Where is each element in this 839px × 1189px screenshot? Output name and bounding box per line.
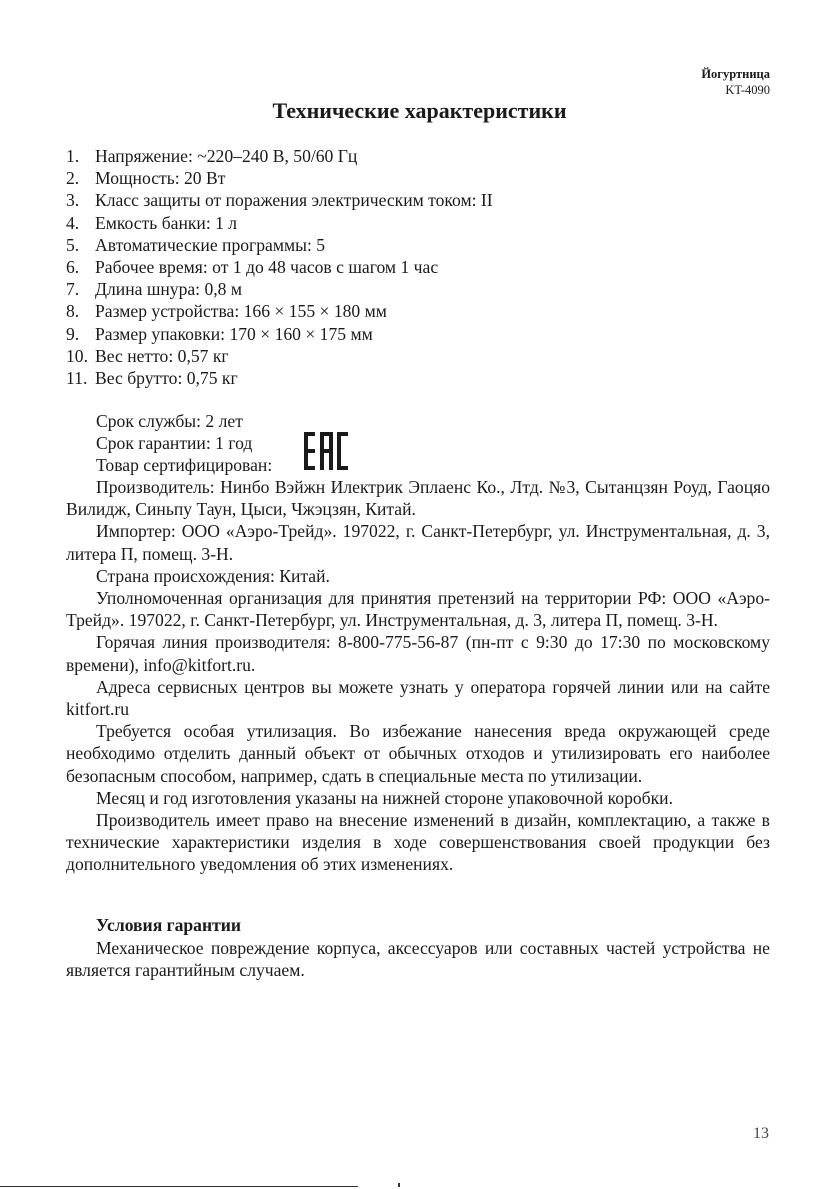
spec-text: Размер упаковки: 170 × 160 × 175 мм — [95, 323, 373, 344]
spec-text: Рабочее время: от 1 до 48 часов с шагом 1 час — [95, 257, 439, 278]
spec-text: Класс защиты от поражения электрическим током: II — [95, 190, 493, 211]
spec-item — [66, 367, 493, 389]
importer-paragraph: Импортер: ООО «Аэро-Трейд». 197022, г. Санкт-Петербург, ул. Инструментальная, д. 3, литера П, помещ. 3-Н. — [66, 521, 770, 564]
manufacturer-paragraph: Производитель: Нинбо Вэйжн Илектрик Эплаенс Ко., Лтд. №3, Сытанцзян Роуд, Гаоцяо Вилидж, Синьпу Таун, Цыси, Чжэцзян, Китай. — [66, 477, 770, 520]
product-name: Йогуртница — [701, 67, 770, 81]
spec-number: 11. — [66, 368, 88, 389]
spec-text: Вес нетто: 0,57 кг — [95, 345, 229, 366]
eac-logo-icon — [304, 432, 348, 470]
service-life: Срок службы: 2 лет — [96, 411, 243, 431]
spec-number: 9. — [66, 323, 80, 344]
spec-number: 10. — [66, 345, 88, 366]
service-centers-paragraph: Адреса сервисных центров вы можете узнать у оператора горячей линии или на сайте kitfort.ru — [66, 676, 770, 720]
spec-number: 6. — [66, 257, 80, 278]
spec-number: 7. — [66, 279, 80, 300]
spec-number: 3. — [66, 190, 80, 211]
document-body — [66, 476, 770, 876]
hotline-paragraph: Горячая линия производителя: 8-800-775-56-87 (пн-пт с 9:30 до 17:30 по московскому времени), info@kitfort.ru. — [66, 632, 770, 675]
certification-block — [96, 410, 272, 477]
spec-item — [66, 300, 493, 322]
claims-paragraph: Уполномоченная организация для принятия претензий на территории РФ: ООО «Аэро-Трейд». 197022, г. Санкт-Петербург, ул. Инструментальная, д. 3, литера П, помещ. 3-Н. — [66, 588, 770, 631]
spec-item — [66, 278, 493, 300]
specs-list — [66, 145, 493, 389]
spec-number: 8. — [66, 301, 80, 322]
certified-label: Товар сертифицирован: — [96, 455, 273, 476]
spec-item — [66, 167, 493, 189]
warranty-heading: Условия гарантии — [96, 915, 242, 935]
spec-number: 4. — [66, 212, 80, 233]
spec-item — [66, 345, 493, 367]
spec-item — [66, 323, 493, 345]
spec-item — [66, 212, 493, 234]
spec-item — [66, 145, 493, 167]
spec-text: Длина шнура: 0,8 м — [95, 279, 242, 300]
spec-item — [66, 256, 493, 278]
disposal-paragraph: Требуется особая утилизация. Во избежание нанесения вреда окружающей среде необходимо отделить данный объект от обычных отходов и утилизировать его наиболее безопасным способом, например, сдать в специальные места по утилизации. — [66, 721, 770, 786]
spec-number: 2. — [66, 168, 80, 189]
spec-number: 5. — [66, 234, 80, 255]
spec-text: Мощность: 20 Вт — [95, 168, 226, 189]
product-model: KT-4090 — [725, 83, 770, 97]
warranty-section — [66, 937, 770, 981]
document-header — [701, 66, 770, 98]
warranty-paragraph: Механическое повреждение корпуса, аксессуаров или составных частей устройства не является гарантийным случаем. — [66, 938, 770, 981]
manufacture-date-paragraph: Месяц и год изготовления указаны на нижней стороне упаковочной коробки. — [96, 787, 673, 808]
spec-number: 1. — [66, 146, 80, 166]
spec-text: Емкость банки: 1 л — [95, 212, 238, 233]
spec-item — [66, 234, 493, 256]
spec-text: Автоматические программы: 5 — [95, 234, 326, 255]
origin-paragraph: Страна происхождения: Китай. — [96, 565, 330, 586]
footer-divider — [0, 1186, 358, 1187]
warranty-period: Срок гарантии: 1 год — [96, 433, 253, 454]
spec-text: Размер устройства: 166 × 155 × 180 мм — [95, 301, 387, 322]
footer-mark — [398, 1183, 400, 1187]
page-title: Технические характеристики — [272, 98, 567, 123]
spec-text: Вес брутто: 0,75 кг — [95, 368, 238, 389]
page-number: 13 — [753, 1125, 769, 1142]
spec-item — [66, 189, 493, 211]
spec-text: Напряжение: ~220–240 В, 50/60 Гц — [95, 146, 358, 166]
changes-paragraph: Производитель имеет право на внесение изменений в дизайн, комплектацию, а также в технические характеристики изделия в ходе совершенствования своей продукции без дополнительного уведомления об этих изменениях. — [66, 810, 770, 875]
